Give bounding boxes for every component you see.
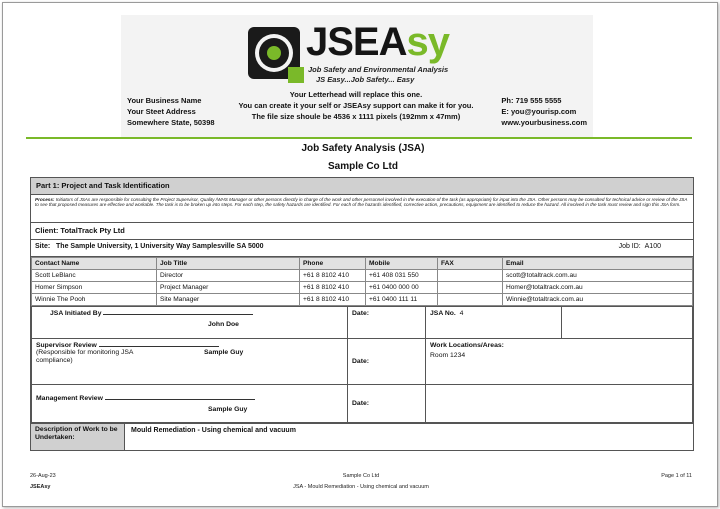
supervisor-review-cell: Supervisor Review (Responsible for monitoring JSA compliance) Sample Guy [32, 339, 348, 385]
client-row: Client: TotalTrack Pty Ltd [31, 223, 693, 240]
jsa-number: JSA No. 4 [426, 307, 562, 339]
initiator-name: John Doe [208, 321, 239, 328]
table-row: Scott LeBlanc Director +61 8 8102 410 +61 408 031 550 scott@totaltrack.com.au [32, 270, 693, 282]
manager-name: Sample Guy [208, 406, 248, 413]
column-header: Email [503, 258, 693, 270]
letterhead-divider [26, 137, 692, 139]
contacts-table [31, 257, 693, 306]
page-number: Page 1 of 11 [661, 473, 692, 479]
process-text: Process: Initiators of JSAs are responsible for consulting the Project Supervisor, Quality /WHS Manager or other persons directly in charge of the work and other personnel involved in the execution of the task (as appropriate) for input into the JSA. Other persons may be consulted for technical advice or review of the JSA to see that proposed measures are effective and workable. The task is to be broken up into steps. For each step, the safety hazards are identified. For each of the hazards identified, corrective action, precautions, equipment are identified to reduce the hazard. All involved in the task must review and sign this JSA form. [31, 195, 693, 223]
job-id: Job ID: A100 [618, 243, 661, 250]
jsa-form [30, 177, 694, 451]
letterhead-note: Your Letterhead will replace this one. You can create it your self or JSEAsy support can make it for you. The file size shoule be 4536 x 1111 pixels (192mm x 47mm) [238, 90, 474, 121]
logo-mark-icon [248, 27, 300, 79]
jsa-initiated-cell: JSA Initiated By John Doe [32, 307, 348, 339]
management-review-cell: Management Review Sample Guy [32, 385, 348, 423]
column-header: Contact Name [32, 258, 157, 270]
column-header: Phone [300, 258, 366, 270]
part1-heading: Part 1: Project and Task Identification [31, 178, 693, 195]
table-row: Homer Simpson Project Manager +61 8 8102 410 +61 0400 000 00 Homer@totaltrack.com.au [32, 282, 693, 294]
date-field[interactable]: Date: [348, 385, 426, 423]
contacts-header-row [32, 258, 693, 270]
column-header: Job Title [157, 258, 300, 270]
letterhead [121, 15, 593, 137]
logo-tagline: Job Safety and Environmental Analysis [308, 65, 449, 74]
jseasy-logo [248, 21, 476, 93]
logo-wordmark: JSEAsy [306, 20, 449, 64]
document-page: JSEAsy Job Safety and Environmental Analysis JS Easy...Job Safety... Easy Your Business Name Your Steet Address Somewhere State, 50398 Your Letterhead will replace this one. You can create it your self or JSEAsy support can make it for you. The file size shoule be 4536 x 1111 pixels (192mm x 47mm) Ph: 719 555 5555 E: you@yourisp.com www.yourbusiness.com Job Safety Analysis (JSA) Sample Co Ltd Part 1: Project and Task Identification Process: Initiators of JSAs are responsible for consulting the Project Supervisor, Quality /WHS Manager or other persons directly in charge of the work and other personnel involved in the execution of the task (as appropriate) for input into the JSA. Other persons may be consulted for technical advice or review of the JSA to see that proposed measures are effective and workable. The task is to be broken up into steps. For each step, the safety hazards are identified. For each of the hazards identified, corrective action, precautions, equipment are identified to reduce the hazard. All involved in the task must review and sign this JSA form. Client: TotalTrack Pty Ltd Site: The Sample University, 1 University Way Samplesville SA 5000 Job ID: A100 Contact Name Job Title Phone Mobile FAX Email Scott LeBlanc Director +61 8 8102 410 +61 408 031 550 scott@totaltrack.com.au Homer Simpson Project Manager +61 8 8102 410 +61 0400 000 00 Homer@totaltrack.com.au Winnie The Pooh Site Manager +61 8 8102 410 +61 0400 111 11 Winnie@totaltrack.com.au JSA Initiated By John Doe Date: JSA No. 4 Supervisor Review (Responsible for monitoring JSA compliance) Sample Guy Date: Work Locations/Areas: Room 1234 Management Review Sample Guy Date: Description of Work to be Undertaken: Mould Remediation - Using chemical and vacuum 26-Aug-23 JSEAsy Sample Co Ltd JSA - Mould Remediation - Using chemical and vacuum Page 1 of 11 [2, 2, 718, 507]
column-header: Mobile [366, 258, 438, 270]
table-row: Winnie The Pooh Site Manager +61 8 8102 410 +61 0400 111 11 Winnie@totaltrack.com.au [32, 294, 693, 306]
date-field[interactable]: Date: [348, 307, 426, 339]
business-contact: Ph: 719 555 5555 E: you@yourisp.com www.yourbusiness.com [501, 96, 587, 127]
document-title: Job Safety Analysis (JSA) [301, 143, 425, 154]
business-address: Your Business Name Your Steet Address Somewhere State, 50398 [127, 96, 215, 127]
signoff-table [31, 306, 693, 423]
work-description: Mould Remediation - Using chemical and vacuum [131, 427, 296, 434]
work-locations: Work Locations/Areas: Room 1234 [426, 339, 693, 385]
logo-slogan: JS Easy...Job Safety... Easy [316, 75, 415, 84]
company-name: Sample Co Ltd [327, 161, 398, 172]
column-header: FAX [438, 258, 503, 270]
site-row: Site: The Sample University, 1 University Way Samplesville SA 5000 Job ID: A100 [31, 240, 693, 257]
description-row: Description of Work to be Undertaken: Mould Remediation - Using chemical and vacuum [31, 423, 693, 450]
supervisor-name: Sample Guy [204, 349, 244, 356]
date-field[interactable]: Date: [348, 339, 426, 385]
